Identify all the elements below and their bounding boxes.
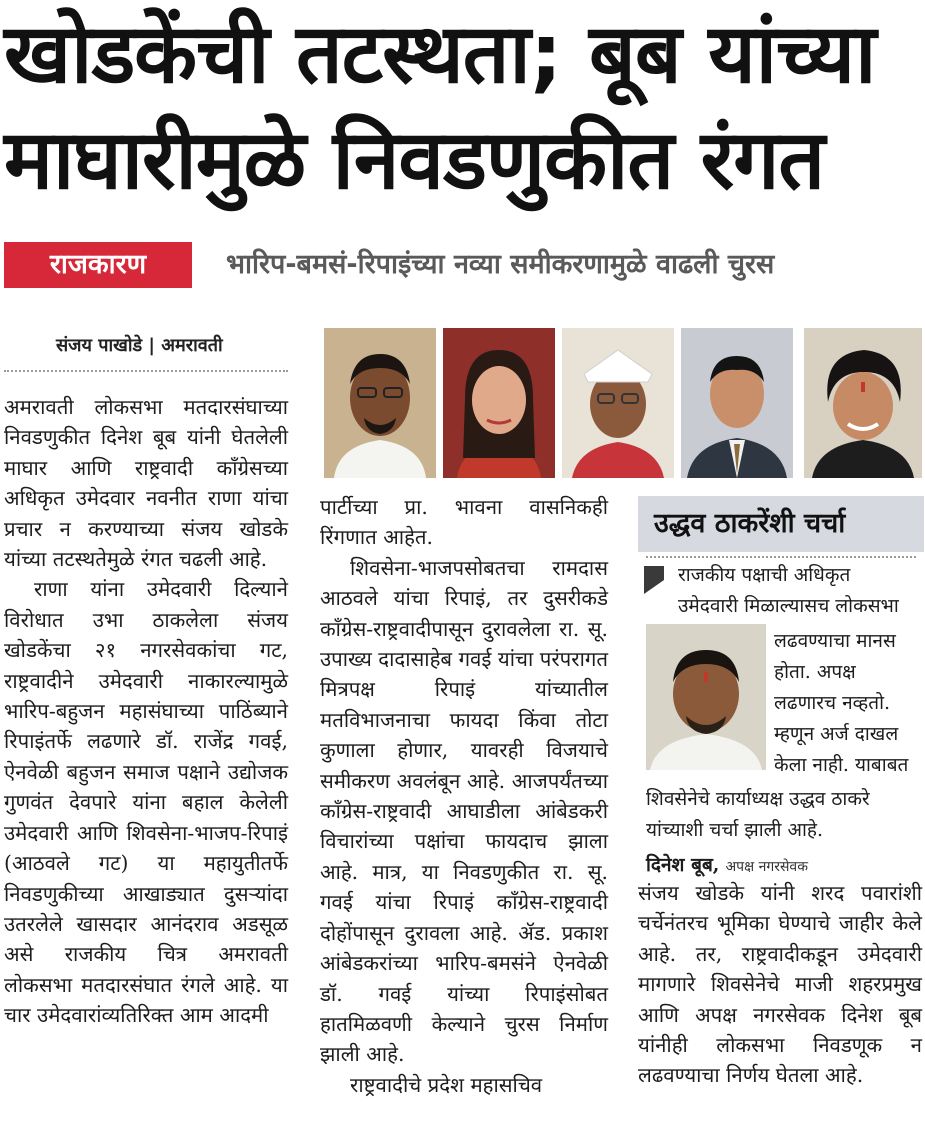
article-paragraph: पार्टीच्या प्रा. भावना वासनिकही रिंगणात आहेत. — [320, 495, 608, 550]
subheadline: भारिप-बमसं-रिपाइंच्या नव्या समीकरणामुळे वाढली चुरस — [226, 249, 775, 280]
headline-line-2: माघारीमुळे निवडणुकीत रंगत — [4, 113, 825, 208]
sidebar-title: उद्धव ठाकरेंशी चर्चा — [638, 496, 924, 552]
sidebar-quote-line: लढणारच नव्हतो. — [774, 692, 891, 714]
speaker-role: अपक्ष नगरसेवक — [725, 859, 808, 875]
article-paragraph: राणा यांना उमेदवारी दिल्याने विरोधात उभा ठाकलेला संजय खोडकेंचा २१ नगरसेवकांचा गट, राष्ट्रवादीने उमेदवारी नाकारल्यामुळे भारिप-बहुजन महासंघाच्या पाठिंब्याने रिपाइंतर्फे लढणारे डॉ. राजेंद्र गवई, ऐनवेळी बहुजन समाज पक्षाने उद्योजक गुणवंत देवपारे यांना बहाल केलेली उमेदवारी आणि शिवसेना-भाजप-रिपाइं (आठवले गट) या महायुतीतर्फे निवडणुकीच्या आखाड्यात दुसऱ्यांदा उतरलेले खासदार आनंदराव अडसूळ असे राजकीय चित्र अमरावती लोकसभा मतदारसंघात रंगले आहे. या चार उमेदवारांव्यतिरिक्त आम आदमी — [4, 577, 288, 1028]
sidebar-quote-line: राजकीय पक्षाची अधिकृत — [678, 564, 851, 586]
section-tag: राजकारण — [4, 242, 192, 288]
sidebar-quote-line: केला नाही. याबाबत — [774, 754, 909, 776]
byline-rule — [4, 370, 288, 372]
sidebar-quote-line: म्हणून अर्ज दाखल — [774, 723, 899, 745]
quote-marker-icon — [644, 566, 664, 594]
speaker-name: दिनेश बूब, — [646, 854, 720, 876]
candidate-photo-1 — [324, 328, 436, 478]
candidate-photo-strip — [324, 328, 922, 478]
quote-sidebar — [638, 496, 924, 878]
article-paragraph: शिवसेना-भाजपसोबतचा रामदास आठवले यांचा रिपाइं, तर दुसरीकडे काँग्रेस-राष्ट्रवादीपासून दुरावलेला रा. सू. उपाख्य दादासाहेब गवई यांचा परंपरागत मित्रपक्ष रिपाइं यांच्यातील मतविभाजनाचा फायदा किंवा तोटा कुणाला होणार, यावरही विजयाचे समीकरण अवलंबून आहे. आजपर्यंतच्या काँग्रेस-राष्ट्रवादी आघाडीला आंबेडकरी विचारांच्या पक्षांचा फायदाच झाला आहे. मात्र, या निवडणुकीत रा. सू. गवई यांचा रिपाइं काँग्रेस-राष्ट्रवादी दोहोंपासून दुरावला आहे. ॲड. प्रकाश आंबेडकरांच्या भारिप-बमसंने ऐनवेळी डॉ. गवई यांच्या रिपाइंसोबत हातमिळवणी केल्याने चुरस निर्माण झाली आहे. — [320, 555, 608, 1067]
sidebar-rule — [646, 556, 916, 558]
article-column-2 — [320, 492, 608, 1100]
article-paragraph: अमरावती लोकसभा मतदारसंघाच्या निवडणुकीत दिनेश बूब यांनी घेतलेली माघार आणि राष्ट्रवादी काँग्रेसच्या अधिकृत उमेदवार नवनीत राणा यांचा प्रचार न करण्याच्या संजय खोडके यांच्या तटस्थतेमुळे रंगत चढली आहे. — [4, 395, 288, 572]
candidate-photo-4 — [681, 328, 793, 478]
article-column-1 — [4, 392, 288, 1031]
sidebar-quote-line: शिवसेनेचे कार्याध्यक्ष उद्धव ठाकरे — [646, 788, 870, 810]
headline — [4, 2, 921, 214]
candidate-photo-5 — [804, 328, 922, 478]
speaker-photo — [646, 624, 766, 770]
sidebar-quote-line: यांच्याशी चर्चा झाली आहे. — [646, 819, 824, 841]
kicker-row — [0, 236, 925, 296]
article-paragraph: राष्ट्रवादीचे प्रदेश महासचिव — [350, 1072, 543, 1097]
article-paragraph: संजय खोडके यांनी शरद पवारांशी चर्चेनंतरच भूमिका घेण्याचे जाहीर केले आहे. तर, राष्ट्रवादीकडून उमेदवारी मागणारे शिवसेनेचे माजी शहरप्रमुख आणि अपक्ष नगरसेवक दिनेश बूब यांनीही लोकसभा निवडणूक न लढवण्याचा निर्णय घेतला आहे. — [638, 881, 922, 1088]
byline: संजय पाखोडे | अमरावती — [56, 335, 223, 356]
candidate-photo-2 — [443, 328, 555, 478]
sidebar-quote-line: लढवण्याचा मानस — [774, 630, 896, 652]
candidate-photo-3 — [562, 328, 674, 478]
headline-line-1: खोडकेंची तटस्थता; बूब यांच्या — [4, 7, 876, 102]
sidebar-quote-line: उमेदवारी मिळाल्यासच लोकसभा — [678, 595, 899, 617]
sidebar-quote-line: होता. अपक्ष — [774, 661, 856, 683]
article-column-3 — [638, 878, 922, 1091]
